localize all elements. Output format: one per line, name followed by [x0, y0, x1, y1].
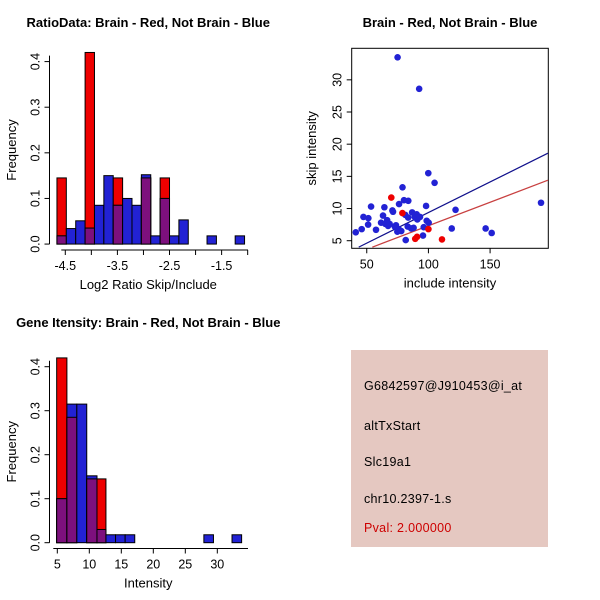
- hist-bar-overlap: [57, 236, 66, 244]
- x-tick-label: 150: [479, 257, 501, 272]
- hist-bar-red: [57, 178, 66, 244]
- hist-bar-blue: [66, 229, 75, 245]
- scatter-point-red: [388, 194, 395, 201]
- y-tick-label: 0.0: [28, 533, 43, 552]
- gene-info-background: [351, 350, 548, 547]
- hist-bar-blue: [76, 221, 85, 244]
- scatter-point-blue: [365, 215, 372, 222]
- hist-bar-blue: [77, 404, 87, 543]
- gene-hist-title: Gene Itensity: Brain - Red, Not Brain - Blue: [16, 315, 281, 330]
- y-tick-label: 0.2: [28, 446, 43, 464]
- ratio-hist-xlabel: Log2 Ratio Skip/Include: [79, 277, 217, 292]
- gene-intensity-histogram-panel: [0, 300, 300, 600]
- scatter-point-blue: [352, 229, 359, 236]
- scatter-point-blue: [423, 203, 430, 210]
- hist-bar-blue: [104, 176, 113, 244]
- scatter-point-red: [439, 236, 446, 243]
- gene-hist-ylabel: Frequency: [4, 421, 19, 483]
- probe-id-text: G6842597@J910453@i_at: [364, 379, 523, 393]
- ratio-hist-ylabel: Frequency: [4, 119, 19, 181]
- gene-intensity-histogram-chart: [0, 300, 300, 600]
- scatter-point-blue: [396, 201, 403, 208]
- y-tick-label: 0.1: [28, 489, 43, 508]
- hist-bar-blue: [106, 535, 116, 543]
- hist-bar-blue: [151, 236, 160, 244]
- scatter-point-blue: [409, 209, 416, 216]
- x-tick-label: 50: [359, 257, 374, 272]
- y-tick-label: 0.4: [28, 52, 43, 71]
- hist-bar-blue: [123, 198, 132, 244]
- hist-bar-blue: [170, 236, 179, 244]
- scatter-title: Brain - Red, Not Brain - Blue: [362, 15, 538, 30]
- scatter-point-blue: [448, 225, 455, 232]
- x-tick-label: -4.5: [54, 259, 77, 273]
- intensity-scatter-panel: [300, 0, 600, 300]
- scatter-point-blue: [398, 228, 405, 235]
- scatter-point-blue: [365, 221, 372, 228]
- ratio-histogram-chart: [0, 0, 300, 300]
- ratio-histogram-panel: [0, 0, 300, 300]
- hist-bar-red: [85, 52, 94, 244]
- intensity-scatter-chart: [300, 0, 600, 300]
- scatter-point-blue: [410, 225, 417, 232]
- x-tick-label: 25: [178, 557, 193, 572]
- y-tick-label: 0.0: [28, 235, 43, 253]
- x-tick-label: 5: [53, 557, 61, 572]
- ratio-hist-title: RatioData: Brain - Red, Not Brain - Blue: [26, 15, 270, 30]
- hist-bar-blue: [204, 535, 214, 543]
- hist-bar-blue: [207, 236, 216, 244]
- hist-bar-overlap: [57, 499, 67, 543]
- scatter-point-blue: [482, 225, 489, 232]
- hist-bar-overlap: [87, 479, 97, 543]
- x-tick-label: 100: [417, 257, 439, 272]
- hist-bar-blue: [235, 236, 244, 244]
- hist-bar-blue: [179, 220, 188, 244]
- hist-bar-overlap: [97, 529, 106, 542]
- scatter-point-blue: [381, 204, 388, 211]
- x-tick-label: -2.5: [158, 259, 181, 273]
- y-tick-label: 5: [330, 237, 345, 245]
- fit-line-not-brain-fit: [359, 153, 548, 247]
- gene-symbol-text: Slc19a1: [364, 455, 412, 469]
- x-tick-label: 20: [146, 557, 161, 572]
- y-tick-label: 15: [330, 169, 345, 184]
- scatter-point-blue: [425, 170, 432, 177]
- gene-info-panel: [300, 300, 600, 600]
- y-tick-label: 0.4: [28, 358, 43, 376]
- scatter-point-blue: [425, 219, 432, 226]
- event-type-text: altTxStart: [364, 419, 421, 433]
- hist-bar-blue: [132, 205, 141, 244]
- scatter-point-blue: [386, 221, 393, 228]
- x-tick-label: 30: [210, 557, 225, 572]
- scatter-point-blue: [373, 226, 380, 233]
- y-tick-label: 25: [330, 105, 345, 119]
- scatter-point-blue: [399, 184, 406, 191]
- scatter-ylabel: skip intensity: [304, 111, 319, 186]
- y-tick-label: 20: [330, 137, 345, 152]
- gene-hist-xlabel: Intensity: [124, 575, 173, 591]
- scatter-xlabel: include intensity: [403, 275, 497, 291]
- scatter-point-blue: [358, 226, 365, 233]
- hist-bar-blue: [125, 535, 135, 543]
- scatter-point-blue: [416, 86, 423, 93]
- scatter-point-blue: [390, 208, 397, 215]
- hist-bar-blue: [116, 535, 126, 543]
- scatter-point-red: [412, 235, 419, 242]
- scatter-point-blue: [431, 179, 438, 186]
- scatter-point-blue: [402, 237, 409, 244]
- y-tick-label: 30: [330, 72, 345, 87]
- x-tick-label: 15: [114, 557, 129, 572]
- y-tick-label: 0.3: [28, 402, 43, 420]
- scatter-point-blue: [368, 203, 375, 210]
- hist-bar-blue: [232, 535, 242, 543]
- y-tick-label: 0.3: [28, 98, 43, 116]
- scatter-point-blue: [488, 230, 495, 237]
- x-tick-label: -1.5: [210, 259, 233, 273]
- hist-bar-overlap: [160, 198, 169, 244]
- y-tick-label: 0.1: [28, 189, 43, 208]
- y-tick-label: 0.2: [28, 144, 43, 162]
- pval-text: Pval: 2.000000: [364, 521, 452, 535]
- x-tick-label: -3.5: [106, 259, 129, 273]
- fit-line-brain-fit: [372, 180, 548, 247]
- x-tick-label: 10: [82, 557, 97, 572]
- hist-bar-overlap: [85, 228, 94, 244]
- hist-bar-overlap: [141, 178, 150, 244]
- scatter-point-red: [425, 226, 432, 233]
- chromosome-location-text: chr10.2397-1.s: [364, 492, 452, 506]
- scatter-point-red: [399, 210, 406, 217]
- scatter-point-blue: [420, 232, 427, 239]
- scatter-point-blue: [538, 199, 545, 206]
- hist-bar-overlap: [67, 417, 77, 542]
- scatter-point-blue: [452, 207, 459, 214]
- hist-bar-overlap: [113, 205, 122, 244]
- y-tick-label: 10: [330, 201, 345, 216]
- scatter-point-blue: [417, 214, 424, 221]
- hist-bar-blue: [94, 205, 103, 244]
- scatter-point-blue: [394, 54, 401, 61]
